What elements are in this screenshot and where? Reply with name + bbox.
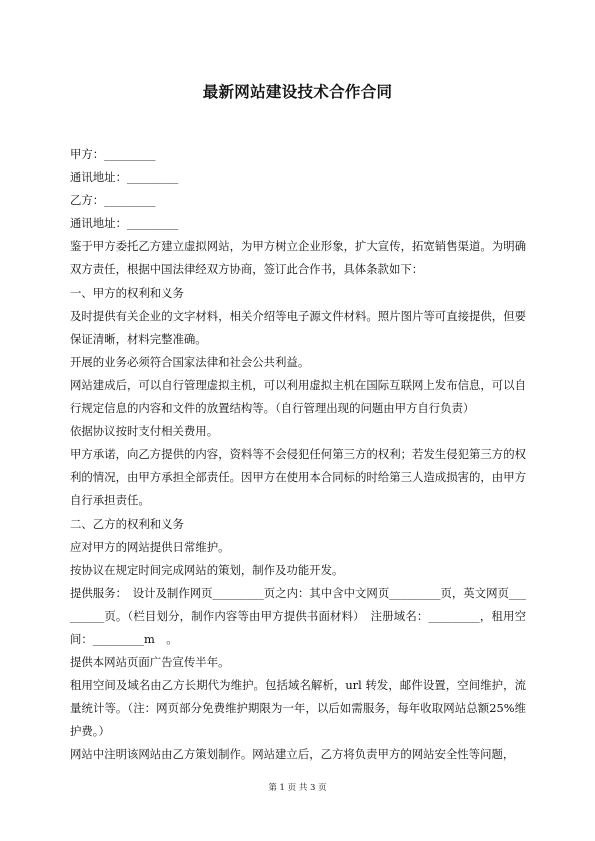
clause-paragraph: 应对甲方的网站提供日常维护。: [70, 539, 230, 554]
clause-paragraph: 网站建成后，可以自行管理虚拟主机，可以利用虚拟主机在国际互联网上发布信息，可以自行规定信息的内容和文件的放置结构等。（自行管理出现的问题由甲方自行负责）: [70, 377, 526, 416]
party-a-line: 甲方：_________: [70, 147, 156, 161]
clause-paragraph: 网站中注明该网站由乙方策划制作。网站建立后，乙方将负责甲方的网站安全性等问题，: [70, 747, 515, 762]
document-title: 最新网站建设技术合作合同: [202, 83, 393, 101]
clause-paragraph: 依据协议按时支付相关费用。: [70, 424, 219, 439]
party-a-address-line: 通讯地址：_________: [70, 170, 179, 185]
document-body: [70, 143, 526, 767]
party-b-line: 乙方：_________: [70, 193, 156, 208]
section-heading-party-a: 一、甲方的权利和义务: [70, 285, 184, 300]
clause-paragraph: 租用空间及域名由乙方长期代为维护。包括域名解析，url 转发，邮件设置，空间维护，流量统计等。（注：网页部分免费维护期限为一年，以后如需服务，每年收取网站总额25%维护费。）: [70, 678, 526, 739]
clause-paragraph: 提供本网站页面广告宣传半年。: [70, 655, 230, 670]
clause-paragraph: 开展的业务必须符合国家法律和社会公共利益。: [70, 354, 310, 369]
clause-paragraph: 按协议在规定时间完成网站的策划，制作及功能开发。: [70, 562, 344, 577]
clause-paragraph: 甲方承诺，向乙方提供的内容，资料等不会侵犯任何第三方的权利；若发生侵犯第三方的权利的情况，由甲方承担全部责任。因甲方在使用本合同标的时给第三人造成损害的，由甲方自行承担责任。: [70, 447, 526, 508]
party-b-address-line: 通讯地址：_________: [70, 216, 179, 231]
page-number-footer: 第 1 页 共 3 页: [268, 783, 327, 793]
section-heading-party-b: 二、乙方的权利和义务: [70, 516, 184, 531]
clause-paragraph: 及时提供有关企业的文字材料，相关介绍等电子源文件材料。照片图片等可直接提供，但要保证清晰，材料完整准确。: [70, 308, 526, 346]
clause-paragraph: 提供服务： 设计及制作网页_________页之内：其中含中文网页_________页，英文网页_________页。（栏目划分，制作内容等由甲方提供书面材料） 注册域名：_________，租用空间：_________m 。: [70, 585, 526, 646]
preamble-paragraph: 鉴于甲方委托乙方建立虚拟网站，为甲方树立企业形象，扩大宣传，拓宽销售渠道。为明确双方责任，根据中国法律经双方协商，签订此合作书，具体条款如下：: [70, 239, 526, 277]
